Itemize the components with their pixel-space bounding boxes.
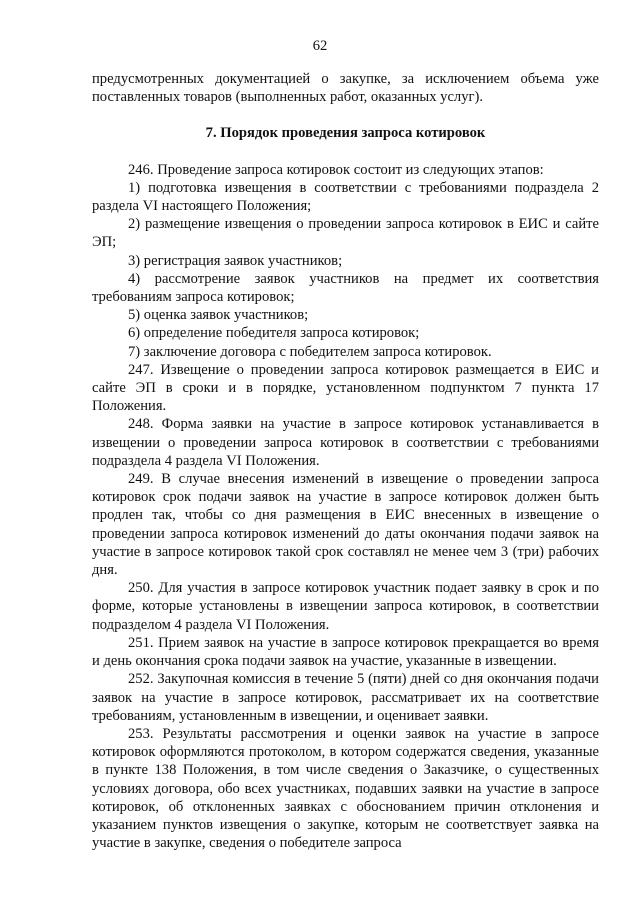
paragraph: 4) рассмотрение заявок участников на предмет их соответствия требованиям запроса котировок; — [92, 270, 599, 306]
paragraph: 1) подготовка извещения в соответствии с требованиями подраздела 2 раздела VI настоящего Положения; — [92, 179, 599, 215]
paragraph: 252. Закупочная комиссия в течение 5 (пяти) дней со дня окончания подачи заявок на участие в запросе котировок, рассматривает их на соответствие требованиям, установленным в извещении, и оценивает заявки. — [92, 671, 599, 724]
paragraph: 6) определение победителя запроса котировок; — [128, 325, 420, 342]
paragraph: 246. Проведение запроса котировок состоит из следующих этапов: — [128, 161, 544, 178]
paragraph: 249. В случае внесения изменений в извещение о проведении запроса котировок срок подачи заявок на участие в запросе котировок должен быть продлен так, чтобы со дня размещения в ЕИС внесенных в извещение о проведении запроса котировок изменений до даты окончания подачи заявок на участие в запросе котировок такой срок составлял не менее чем 3 (три) рабочих дня. — [92, 471, 599, 579]
paragraph: 3) регистрация заявок участников; — [128, 252, 343, 269]
document-body — [92, 70, 599, 852]
paragraph: 247. Извещение о проведении запроса котировок размещается в ЕИС и сайте ЭП в сроки и в порядке, установленном подпунктом 7 пункта 17 Положения. — [92, 361, 599, 415]
paragraph: 248. Форма заявки на участие в запросе котировок устанавливается в извещении о проведении запроса котировок в соответствии с требованиями подраздела 4 раздела VI Положения. — [92, 416, 599, 469]
paragraph: 250. Для участия в запросе котировок участник подает заявку в срок и по форме, которые установлены в извещении запроса котировок, в соответствии подразделом 4 раздела VI Положения. — [92, 580, 599, 633]
paragraph: 2) размещение извещения о проведении запроса котировок в ЕИС и сайте ЭП; — [92, 216, 599, 251]
paragraph: 251. Прием заявок на участие в запросе котировок прекращается во время и день окончания срока подачи заявок на участие, указанные в извещении. — [92, 634, 599, 670]
paragraph: 7) заключение договора с победителем запроса котировок. — [128, 343, 492, 360]
continuation-paragraph: предусмотренных документацией о закупке, за исключением объема уже поставленных товаров (выполненных работ, оказанных услуг). — [92, 71, 599, 106]
paragraph: 253. Результаты рассмотрения и оценки заявок на участие в запросе котировок оформляются протоколом, в котором содержатся сведения, указанные в пункте 138 Положения, в том числе сведения о Заказчике, о существенных условиях договора, обо всех участниках, подавших заявки на участие в запросе котировок, об отклоненных заявках с обоснованием причин отклонения и указанием пунктов извещения о закупке, которым не соответствует заявка на участие в закупке, сведения о победителе запроса — [92, 725, 599, 852]
page-number: 62 — [312, 38, 328, 54]
paragraph: 5) оценка заявок участников; — [128, 307, 309, 324]
section-title: 7. Порядок проведения запроса котировок — [205, 125, 486, 142]
paragraph-list — [92, 161, 599, 853]
